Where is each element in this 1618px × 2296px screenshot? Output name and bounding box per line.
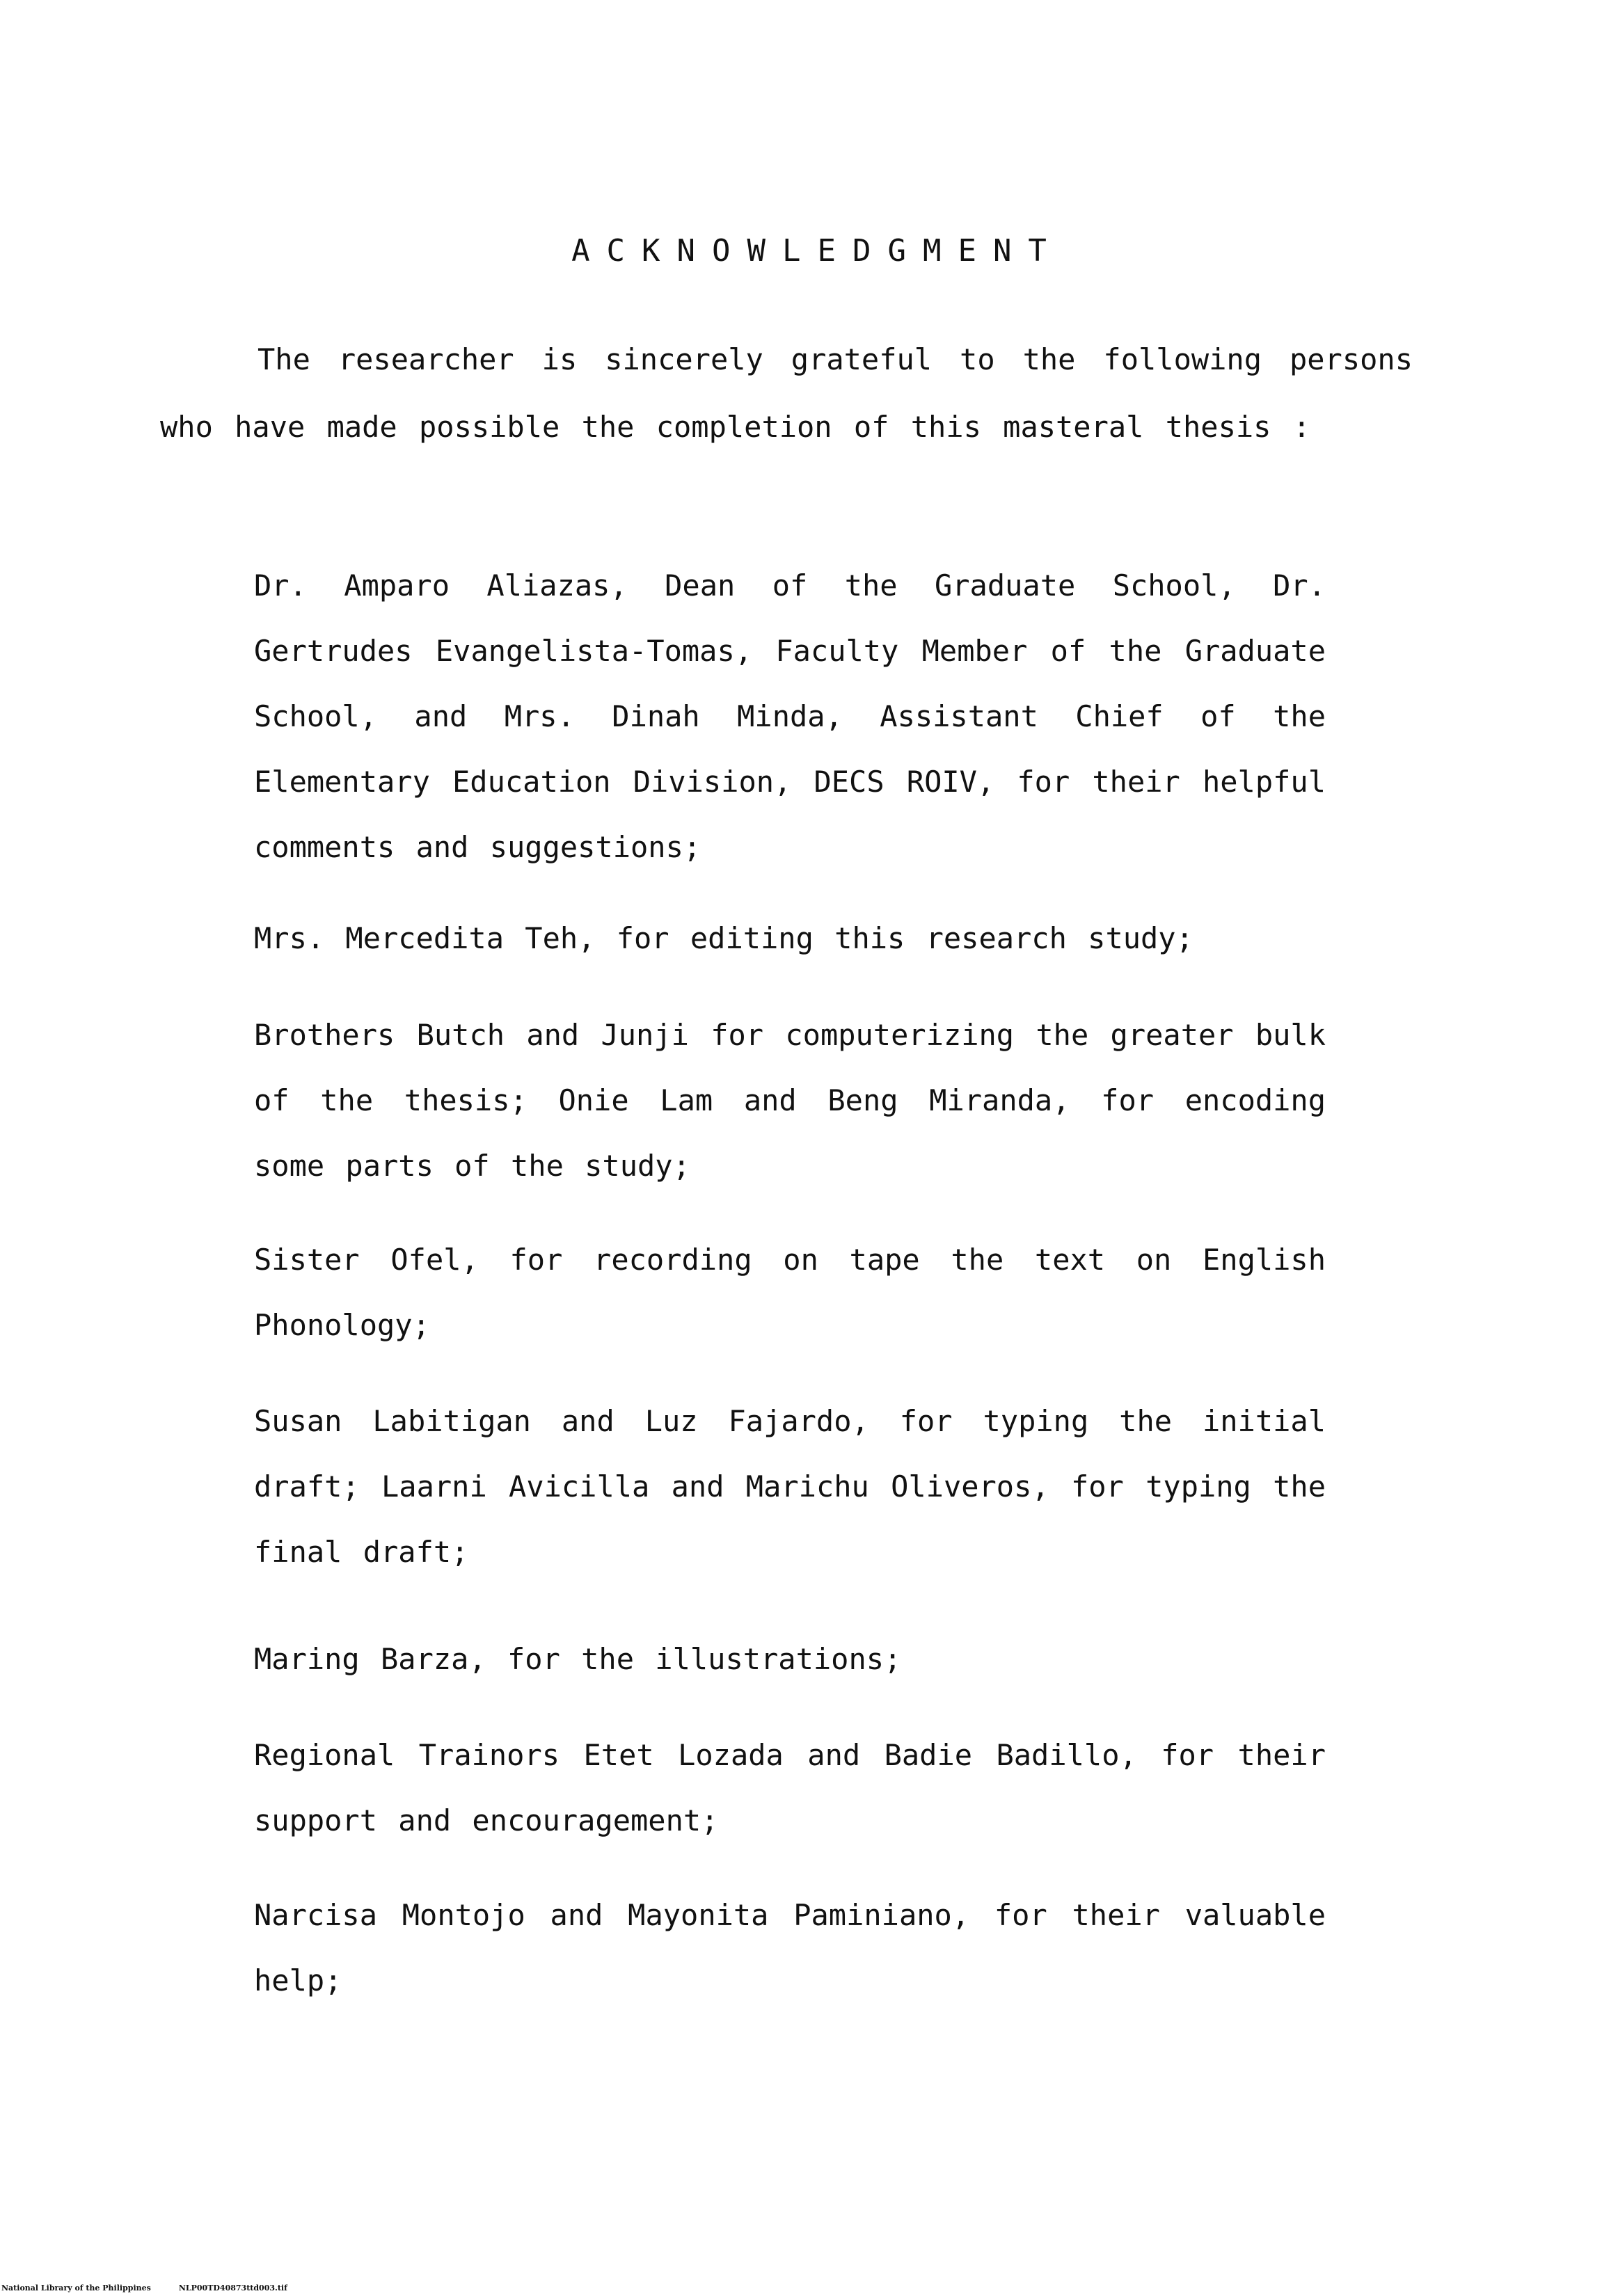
- acknowledgment-entry: Narcisa Montojo and Mayonita Paminiano, for their valuable help;: [254, 1898, 1326, 1998]
- library-name: National Library of the Philippines: [1, 2283, 151, 2293]
- acknowledgment-entry: Susan Labitigan and Luz Fajardo, for typing the initial draft; Laarni Avicilla and Marichu Oliveros, for typing the final draft;: [254, 1404, 1326, 1569]
- acknowledgment-entry: Dr. Amparo Aliazas, Dean of the Graduate School, Dr. Gertrudes Evangelista-Tomas, Faculty Member of the Graduate School, and Mrs. Dinah Minda, Assistant Chief of the Elementary Education Division, DECS ROIV, for their helpful comments and suggestions;: [254, 568, 1326, 864]
- page-title: ACKNOWLEDGMENT: [571, 233, 1063, 269]
- intro-paragraph: The researcher is sincerely grateful to the following persons who have made possible the completion of this masteral thesis :: [160, 342, 1413, 444]
- file-id: NLP00TD40873ttd003.tif: [178, 2283, 287, 2293]
- acknowledgment-entry: Brothers Butch and Junji for computerizing the greater bulk of the thesis; Onie Lam and Beng Miranda, for encoding some parts of the study;: [254, 1018, 1326, 1183]
- acknowledgment-entry: Regional Trainors Etet Lozada and Badie Badillo, for their support and encouragement;: [254, 1738, 1326, 1837]
- acknowledgment-entry: Sister Ofel, for recording on tape the text on English Phonology;: [254, 1243, 1326, 1342]
- scan-footer: [1, 2283, 287, 2293]
- acknowledgment-entry: Mrs. Mercedita Teh, for editing this research study;: [254, 921, 1193, 955]
- acknowledgment-entry: Maring Barza, for the illustrations;: [254, 1642, 902, 1676]
